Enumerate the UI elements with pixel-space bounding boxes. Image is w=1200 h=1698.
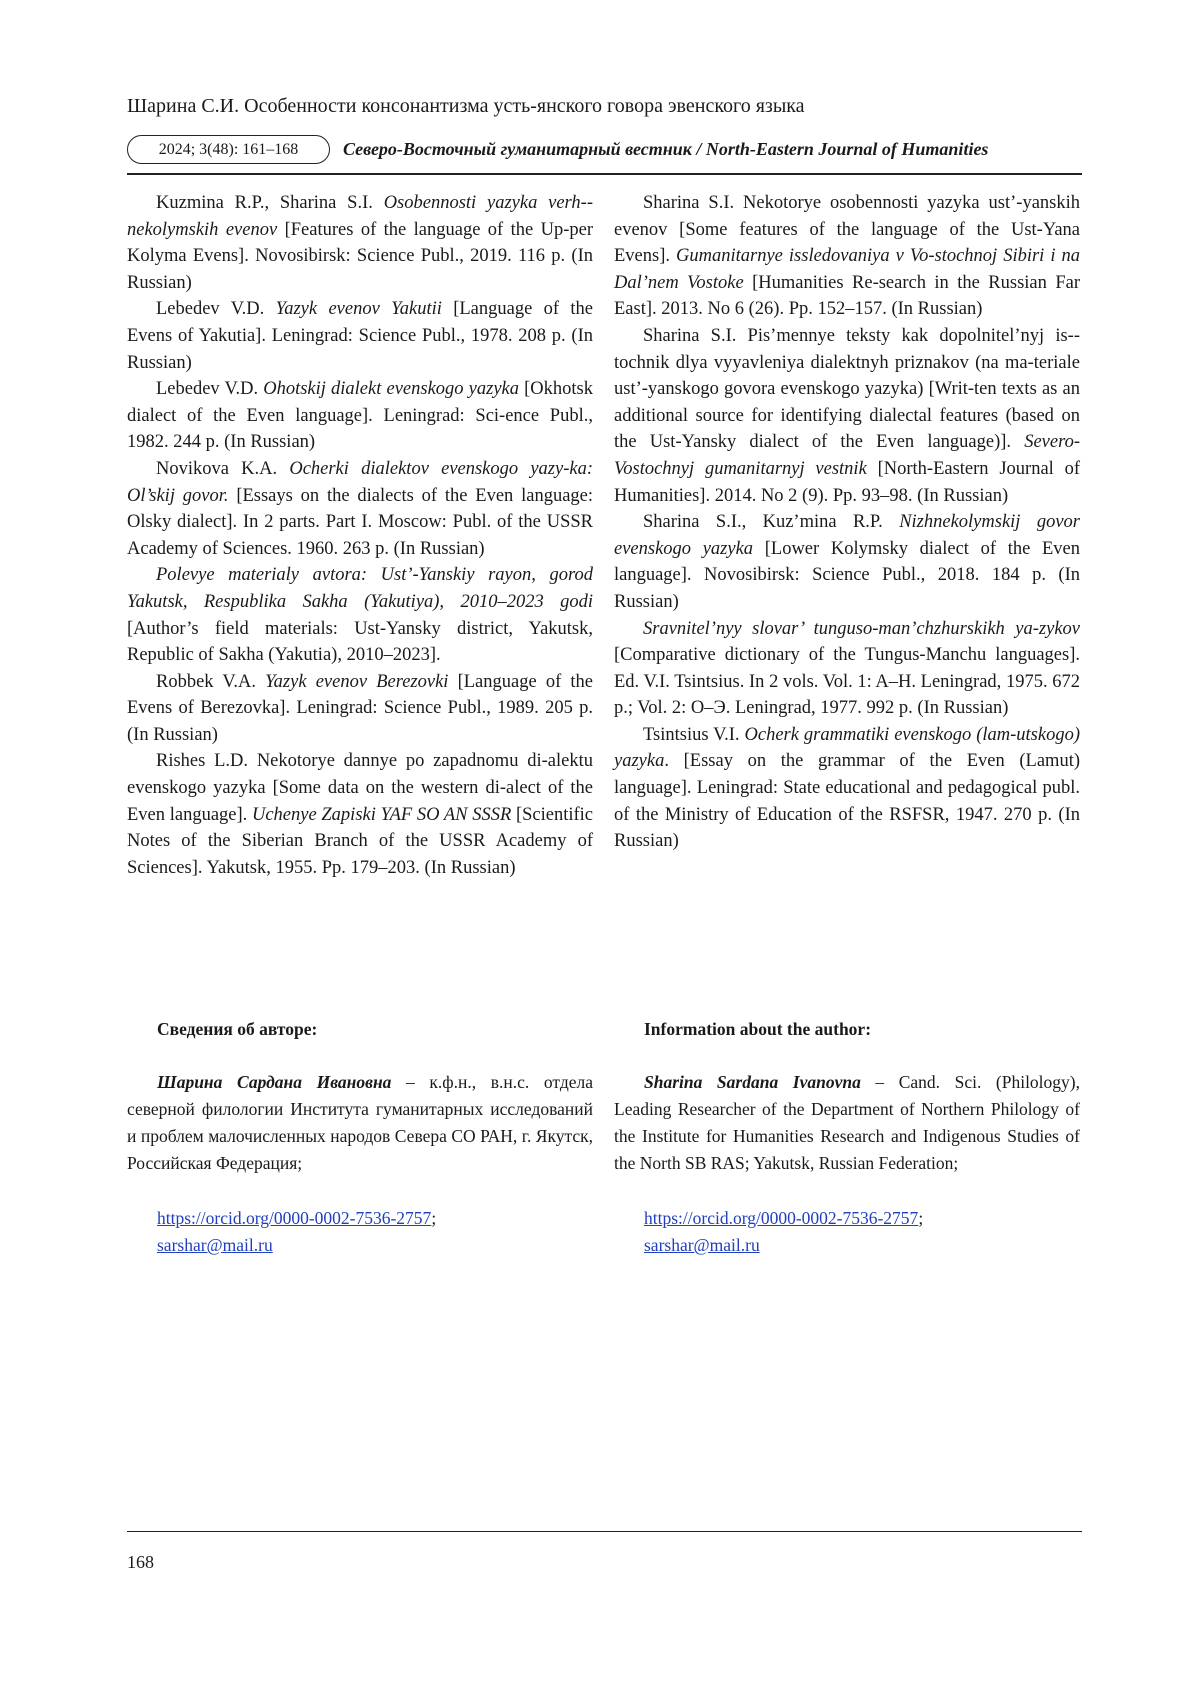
references-left-column xyxy=(127,190,593,881)
issue-badge: 2024; 3(48): 161–168 xyxy=(127,135,330,164)
author-name-ru: Шарина Сардана Ивановна xyxy=(157,1072,392,1092)
reference-item: Sharina S.I. Pis’mennye teksty kak dopolnitel’nyj is-tochnik dlya vyyavleniya dialektnyh priznakov (na ma-teriale ust’-yanskogo govora evenskogo yazyka) [Writ-ten texts as an additional source for identifying dialectal features (based on the Ust-Yansky dialect of the Even language)]. Severo-Vostochnyj gumanitarnyj vestnik [North-Eastern Journal of Humanities]. 2014. No 2 (9). Pp. 93–98. (In Russian) xyxy=(614,325,1080,506)
author-links-en: https://orcid.org/0000-0002-7536-2757; sarshar@mail.ru xyxy=(644,1208,924,1255)
author-heading-ru: Сведения об авторе: xyxy=(157,1019,318,1039)
reference-item: Tsintsius V.I. Ocherk grammatiki evenskogo (lam-utskogo) yazyka. [Essay on the grammar of the Even (Lamut) language]. Leningrad: State educational and pedagogical publ. of the Ministry of Education of the RSFSR, 1947. 270 p. (In Russian) xyxy=(614,724,1080,852)
reference-item: Sharina S.I. Nekotorye osobennosti yazyka ust’-yanskih evenov [Some features of the language of the Ust-Yana Evens]. Gumanitarnye issledovaniya v Vo-stochnoj Sibiri i na Dal’nem Vostoke [Humanities Re-search in the Russian Far East]. 2013. No 6 (26). Pp. 152–157. (In Russian) xyxy=(614,193,1080,320)
orcid-link-en[interactable]: https://orcid.org/0000-0002-7536-2757 xyxy=(644,1208,919,1228)
author-name-en: Sharina Sardana Ivanovna xyxy=(644,1072,861,1092)
author-bio-ru: Шарина Сардана Ивановна – к.ф.н., в.н.с. отдела северной филологии Института гуманитарных исследований и проблем малочисленных народов Севера СО РАН, г. Якутск, Российская Федерация; xyxy=(127,1072,593,1173)
author-bio-en: Sharina Sardana Ivanovna – Cand. Sci. (Philology), Leading Researcher of the Department of Northern Philology of the Institute for Humanities Research and Indigenous Studies of the North SB RAS; Yakutsk, Russian Federation; xyxy=(614,1072,1080,1173)
reference-item: Polevye materialy avtora: Ust’-Yanskiy rayon, gorod Yakutsk, Respublika Sakha (Yakutiya), 2010–2023 godi [Author’s field materials: Ust-Yansky district, Yakutsk, Republic of Sakha (Yakutia), 2010–2023]. xyxy=(127,565,593,666)
page-number: 168 xyxy=(127,1552,154,1572)
running-title: Шарина С.И. Особенности консонантизма усть-янского говора эвенского языка xyxy=(127,95,805,117)
reference-item: Novikova K.A. Ocherki dialektov evenskogo yazy-ka: Ol’skij govor. [Essays on the dialects of the Even language: Olsky dialect]. In 2 parts. Part I. Moscow: Publ. of the USSR Academy of Sciences. 1960. 263 p. (In Russian) xyxy=(127,458,594,559)
orcid-link-ru[interactable]: https://orcid.org/0000-0002-7536-2757 xyxy=(157,1208,432,1228)
reference-item: Lebedev V.D. Ohotskij dialekt evenskogo yazyka [Okhotsk dialect of the Even language]. Leningrad: Sci-ence Publ., 1982. 244 p. (In Russian) xyxy=(127,379,593,453)
journal-line xyxy=(127,135,1082,167)
author-info-en xyxy=(614,1017,1080,1259)
reference-item: Sharina S.I., Kuz’mina R.P. Nizhnekolymskij govor evenskogo yazyka [Lower Kolymsky dialect of the Even language]. Novosibirsk: Science Publ., 2018. 184 p. (In Russian) xyxy=(614,512,1080,612)
author-info-ru xyxy=(127,1017,593,1259)
reference-item: Kuzmina R.P., Sharina S.I. Osobennosti yazyka verh-nekolymskih evenov [Features of the language of the Up-per Kolyma Evens]. Novosibirsk: Science Publ., 2019. 116 p. (In Russian) xyxy=(127,193,593,293)
references-right-column xyxy=(614,190,1080,855)
reference-item: Lebedev V.D. Yazyk evenov Yakutii [Language of the Evens of Yakutia]. Leningrad: Science Publ., 1978. 208 p. (In Russian) xyxy=(127,299,594,373)
reference-item: Robbek V.A. Yazyk evenov Berezovki [Language of the Evens of Berezovka]. Leningrad: Science Publ., 1989. 205 p. (In Russian) xyxy=(127,671,593,745)
header-divider xyxy=(127,173,1082,175)
journal-name: Северо-Восточный гуманитарный вестник / North-Eastern Journal of Humanities xyxy=(343,139,989,159)
email-link-ru[interactable]: sarshar@mail.ru xyxy=(157,1235,273,1255)
author-links-ru: https://orcid.org/0000-0002-7536-2757; sarshar@mail.ru xyxy=(157,1208,437,1255)
email-link-en[interactable]: sarshar@mail.ru xyxy=(644,1235,760,1255)
reference-item: Sravnitel’nyy slovar’ tunguso-man’chzhurskikh ya-zykov [Comparative dictionary of the Tungus-Manchu languages]. Ed. V.I. Tsintsius. In 2 vols. Vol. 1: A–H. Leningrad, 1975. 672 p.; Vol. 2: O–Э. Leningrad, 1977. 992 p. (In Russian) xyxy=(614,618,1080,719)
footer-divider xyxy=(127,1531,1082,1532)
reference-item: Rishes L.D. Nekotorye dannye po zapadnomu di-alektu evenskogo yazyka [Some data on the western di-alect of the Even language]. Uchenye Zapiski YAF SO AN SSSR [Scientific Notes of the Siberian Branch of the USSR Academy of Sciences]. Yakutsk, 1955. Pp. 179–203. (In Russian) xyxy=(127,751,594,878)
author-heading-en: Information about the author: xyxy=(644,1019,872,1039)
